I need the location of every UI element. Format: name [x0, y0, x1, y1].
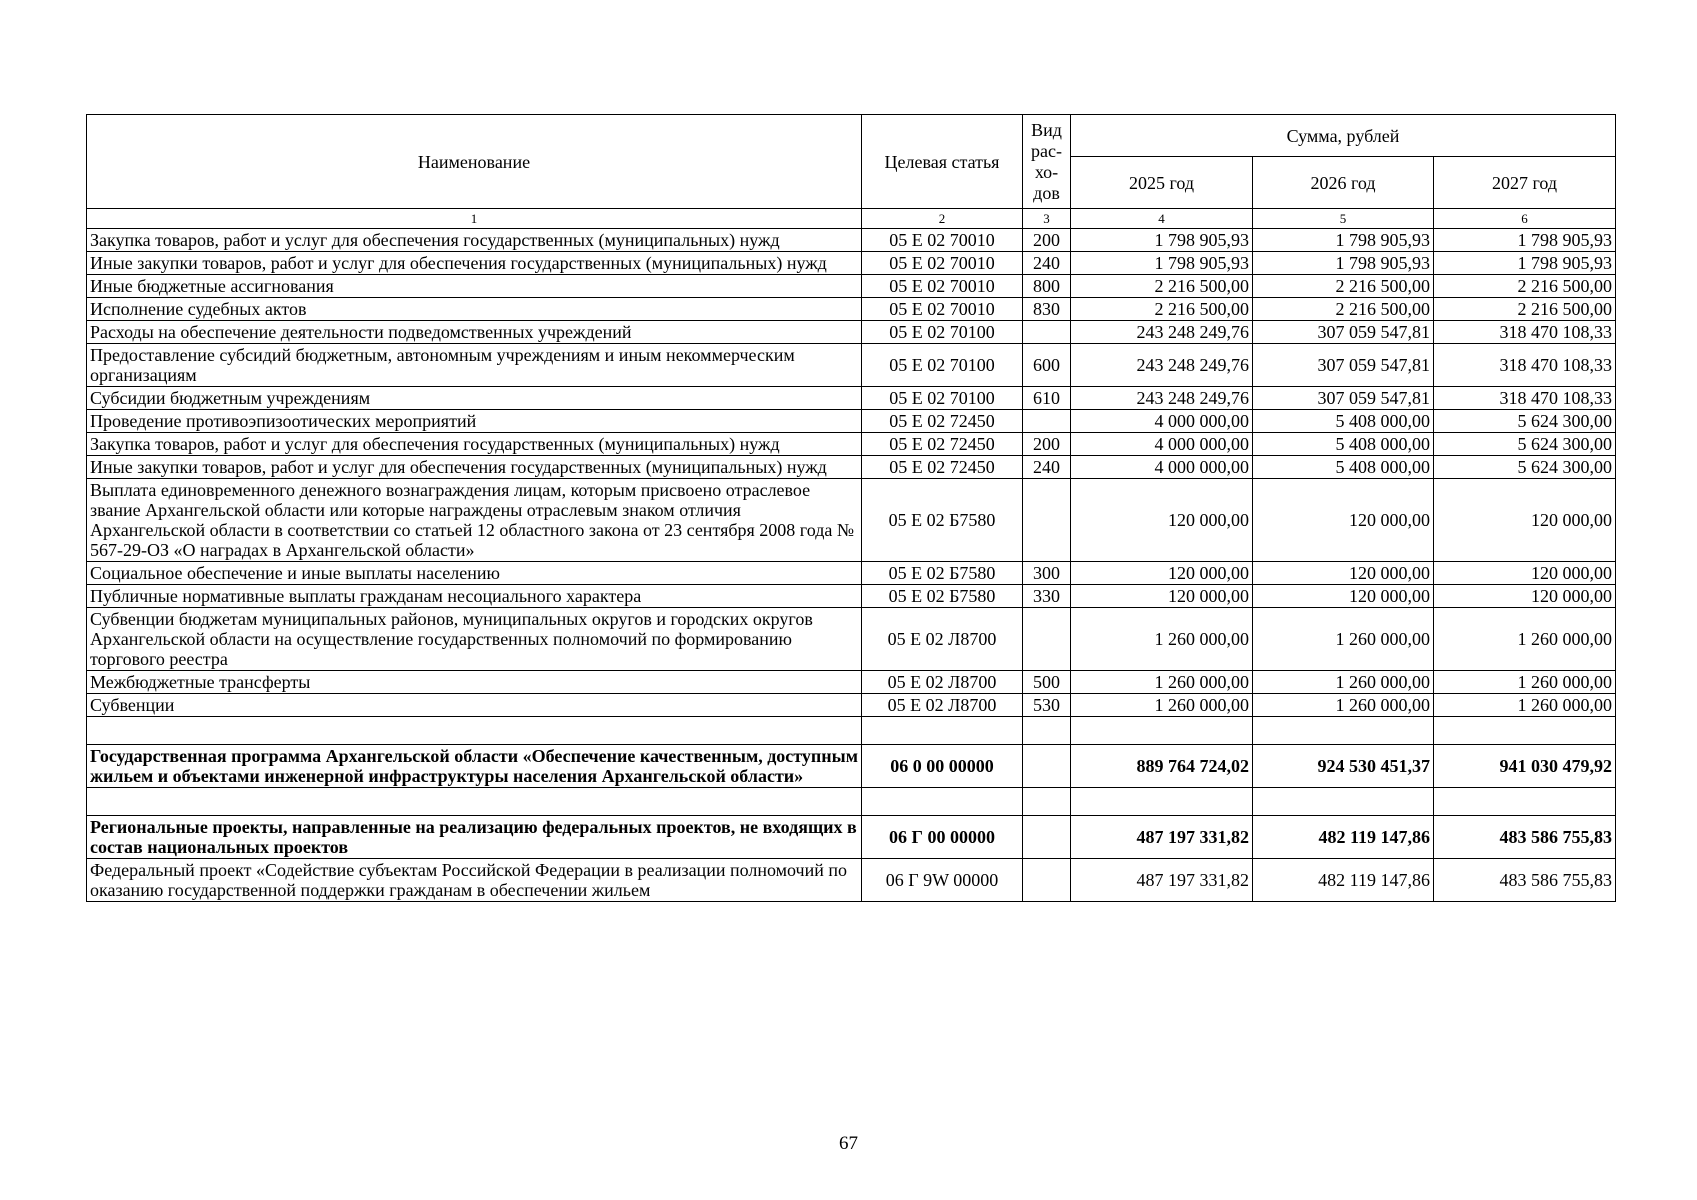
- header-year-2025: 2025 год: [1071, 157, 1253, 209]
- row-sum-2026: 5 408 000,00: [1253, 410, 1434, 433]
- column-number: 1: [87, 209, 862, 229]
- empty-cell: [1253, 788, 1434, 816]
- row-sum-2026: 1 798 905,93: [1253, 252, 1434, 275]
- row-sum-2025: 1 798 905,93: [1071, 229, 1253, 252]
- header-expense-type-line: хо-: [1034, 161, 1059, 182]
- row-target-article: 05 Е 02 70100: [862, 344, 1023, 387]
- row-expense-type: [1023, 321, 1071, 344]
- row-sum-2027: 1 798 905,93: [1434, 252, 1616, 275]
- budget-table: [86, 114, 1616, 902]
- row-sum-2025: 2 216 500,00: [1071, 298, 1253, 321]
- row-sum-2027: 120 000,00: [1434, 585, 1616, 608]
- column-number: 2: [862, 209, 1023, 229]
- table-row: [87, 816, 1616, 859]
- row-expense-type: [1023, 608, 1071, 671]
- table-row: [87, 344, 1616, 387]
- row-expense-type: [1023, 859, 1071, 902]
- row-sum-2025: 4 000 000,00: [1071, 410, 1253, 433]
- row-name: Социальное обеспечение и иные выплаты населению: [87, 562, 862, 585]
- row-sum-2027: 318 470 108,33: [1434, 321, 1616, 344]
- row-sum-2027: 120 000,00: [1434, 562, 1616, 585]
- row-target-article: 05 Е 02 70100: [862, 321, 1023, 344]
- table-row: [87, 410, 1616, 433]
- row-sum-2026: 120 000,00: [1253, 585, 1434, 608]
- row-name: Публичные нормативные выплаты гражданам несоциального характера: [87, 585, 862, 608]
- row-name: Федеральный проект «Содействие субъектам Российской Федерации в реализации полномочий по оказанию государственной поддержки гражданам в обеспечении жильем: [87, 859, 862, 902]
- row-expense-type: [1023, 479, 1071, 562]
- row-sum-2025: 1 260 000,00: [1071, 671, 1253, 694]
- row-target-article: 05 Е 02 70010: [862, 298, 1023, 321]
- row-target-article: 06 Г 00 00000: [862, 816, 1023, 859]
- row-sum-2026: 307 059 547,81: [1253, 344, 1434, 387]
- empty-cell: [1071, 788, 1253, 816]
- column-number-row: [87, 209, 1616, 229]
- header-amount: Сумма, рублей: [1071, 115, 1616, 157]
- row-sum-2025: 1 260 000,00: [1071, 608, 1253, 671]
- row-sum-2026: 1 260 000,00: [1253, 608, 1434, 671]
- row-target-article: 05 Е 02 72450: [862, 433, 1023, 456]
- row-sum-2025: 1 260 000,00: [1071, 694, 1253, 717]
- row-expense-type: 530: [1023, 694, 1071, 717]
- row-sum-2025: 120 000,00: [1071, 585, 1253, 608]
- row-sum-2027: 5 624 300,00: [1434, 456, 1616, 479]
- header-expense-type-line: Вид: [1031, 119, 1062, 140]
- row-sum-2026: 307 059 547,81: [1253, 321, 1434, 344]
- row-sum-2025: 889 764 724,02: [1071, 745, 1253, 788]
- row-sum-2026: 307 059 547,81: [1253, 387, 1434, 410]
- table-row: [87, 298, 1616, 321]
- row-sum-2027: 1 260 000,00: [1434, 671, 1616, 694]
- row-expense-type: [1023, 745, 1071, 788]
- row-name: Иные бюджетные ассигнования: [87, 275, 862, 298]
- empty-cell: [1071, 717, 1253, 745]
- table-row: [87, 275, 1616, 298]
- row-expense-type: [1023, 410, 1071, 433]
- row-sum-2025: 487 197 331,82: [1071, 859, 1253, 902]
- table-row: [87, 229, 1616, 252]
- row-sum-2027: 5 624 300,00: [1434, 433, 1616, 456]
- row-sum-2025: 243 248 249,76: [1071, 321, 1253, 344]
- row-sum-2027: 318 470 108,33: [1434, 387, 1616, 410]
- row-sum-2027: 1 260 000,00: [1434, 694, 1616, 717]
- row-target-article: 06 Г 9W 00000: [862, 859, 1023, 902]
- row-name: Региональные проекты, направленные на реализацию федеральных проектов, не входящих в состав национальных проектов: [87, 816, 862, 859]
- row-sum-2026: 482 119 147,86: [1253, 816, 1434, 859]
- table-row: [87, 387, 1616, 410]
- header-expense-type-line: рас-: [1031, 140, 1062, 161]
- row-sum-2025: 120 000,00: [1071, 562, 1253, 585]
- table-body: [87, 229, 1616, 902]
- row-sum-2027: 2 216 500,00: [1434, 298, 1616, 321]
- row-expense-type: 610: [1023, 387, 1071, 410]
- row-target-article: 05 Е 02 72450: [862, 410, 1023, 433]
- empty-cell: [87, 788, 862, 816]
- row-sum-2026: 5 408 000,00: [1253, 433, 1434, 456]
- table-row: [87, 694, 1616, 717]
- row-sum-2026: 120 000,00: [1253, 479, 1434, 562]
- row-expense-type: 200: [1023, 229, 1071, 252]
- row-sum-2025: 1 798 905,93: [1071, 252, 1253, 275]
- row-target-article: 05 Е 02 Б7580: [862, 562, 1023, 585]
- page-number: 67: [839, 1133, 858, 1154]
- row-name: Исполнение судебных актов: [87, 298, 862, 321]
- row-expense-type: 240: [1023, 456, 1071, 479]
- row-sum-2025: 120 000,00: [1071, 479, 1253, 562]
- empty-cell: [1023, 717, 1071, 745]
- row-name: Предоставление субсидий бюджетным, автономным учреждениям и иным некоммерческим организациям: [87, 344, 862, 387]
- row-sum-2027: 1 798 905,93: [1434, 229, 1616, 252]
- row-name: Выплата единовременного денежного вознаграждения лицам, которым присвоено отраслевое звание Архангельской области или которые награждены отраслевым знаком отличия Архангельской области в соответствии со статьей 12 областного закона от 23 сентября 2008 года № 567-29-ОЗ «О наградах в Архангельской области»: [87, 479, 862, 562]
- empty-cell: [862, 788, 1023, 816]
- row-expense-type: 330: [1023, 585, 1071, 608]
- row-sum-2027: 318 470 108,33: [1434, 344, 1616, 387]
- row-sum-2026: 1 260 000,00: [1253, 694, 1434, 717]
- row-expense-type: 240: [1023, 252, 1071, 275]
- row-target-article: 05 Е 02 Л8700: [862, 608, 1023, 671]
- table-row: [87, 585, 1616, 608]
- table-row: [87, 788, 1616, 816]
- column-number: 4: [1071, 209, 1253, 229]
- row-target-article: 05 Е 02 70010: [862, 252, 1023, 275]
- row-sum-2025: 487 197 331,82: [1071, 816, 1253, 859]
- row-sum-2027: 120 000,00: [1434, 479, 1616, 562]
- column-number: 3: [1023, 209, 1071, 229]
- row-name: Проведение противоэпизоотических мероприятий: [87, 410, 862, 433]
- row-name: Субвенции: [87, 694, 862, 717]
- row-sum-2026: 482 119 147,86: [1253, 859, 1434, 902]
- row-sum-2027: 1 260 000,00: [1434, 608, 1616, 671]
- row-expense-type: 300: [1023, 562, 1071, 585]
- row-sum-2025: 4 000 000,00: [1071, 456, 1253, 479]
- empty-cell: [87, 717, 862, 745]
- row-target-article: 05 Е 02 Л8700: [862, 694, 1023, 717]
- header-name: Наименование: [87, 115, 862, 209]
- header-year-2027: 2027 год: [1434, 157, 1616, 209]
- table-row: [87, 671, 1616, 694]
- row-target-article: 05 Е 02 Л8700: [862, 671, 1023, 694]
- row-name: Закупка товаров, работ и услуг для обеспечения государственных (муниципальных) нужд: [87, 433, 862, 456]
- empty-cell: [862, 717, 1023, 745]
- table-row: [87, 562, 1616, 585]
- row-expense-type: 200: [1023, 433, 1071, 456]
- header-year-2026: 2026 год: [1253, 157, 1434, 209]
- table-row: [87, 252, 1616, 275]
- row-sum-2026: 924 530 451,37: [1253, 745, 1434, 788]
- row-name: Расходы на обеспечение деятельности подведомственных учреждений: [87, 321, 862, 344]
- empty-cell: [1434, 717, 1616, 745]
- row-name: Субсидии бюджетным учреждениям: [87, 387, 862, 410]
- row-sum-2025: 4 000 000,00: [1071, 433, 1253, 456]
- empty-cell: [1023, 788, 1071, 816]
- empty-cell: [1253, 717, 1434, 745]
- row-sum-2026: 1 260 000,00: [1253, 671, 1434, 694]
- table-row: [87, 321, 1616, 344]
- table-row: [87, 433, 1616, 456]
- header-target-article: Целевая статья: [862, 115, 1023, 209]
- table-row: [87, 456, 1616, 479]
- row-sum-2027: 483 586 755,83: [1434, 816, 1616, 859]
- row-name: Закупка товаров, работ и услуг для обеспечения государственных (муниципальных) нужд: [87, 229, 862, 252]
- row-sum-2027: 5 624 300,00: [1434, 410, 1616, 433]
- empty-cell: [1434, 788, 1616, 816]
- row-name: Иные закупки товаров, работ и услуг для обеспечения государственных (муниципальных) нужд: [87, 456, 862, 479]
- row-sum-2027: 2 216 500,00: [1434, 275, 1616, 298]
- row-name: Иные закупки товаров, работ и услуг для обеспечения государственных (муниципальных) нужд: [87, 252, 862, 275]
- row-sum-2026: 120 000,00: [1253, 562, 1434, 585]
- row-target-article: 05 Е 02 Б7580: [862, 585, 1023, 608]
- row-name: Межбюджетные трансферты: [87, 671, 862, 694]
- row-expense-type: [1023, 816, 1071, 859]
- column-number: 5: [1253, 209, 1434, 229]
- row-expense-type: 800: [1023, 275, 1071, 298]
- row-sum-2026: 1 798 905,93: [1253, 229, 1434, 252]
- row-name: Субвенции бюджетам муниципальных районов, муниципальных округов и городских округов Архангельской области на осуществление государственных полномочий по формированию торгового реестра: [87, 608, 862, 671]
- row-target-article: 06 0 00 00000: [862, 745, 1023, 788]
- header-expense-type: [1023, 115, 1071, 209]
- row-sum-2027: 483 586 755,83: [1434, 859, 1616, 902]
- row-sum-2025: 243 248 249,76: [1071, 387, 1253, 410]
- row-sum-2025: 2 216 500,00: [1071, 275, 1253, 298]
- row-expense-type: 830: [1023, 298, 1071, 321]
- column-number: 6: [1434, 209, 1616, 229]
- row-target-article: 05 Е 02 72450: [862, 456, 1023, 479]
- row-sum-2026: 5 408 000,00: [1253, 456, 1434, 479]
- header-expense-type-line: дов: [1033, 182, 1060, 203]
- row-sum-2026: 2 216 500,00: [1253, 275, 1434, 298]
- table-row: [87, 479, 1616, 562]
- table-row: [87, 608, 1616, 671]
- row-sum-2026: 2 216 500,00: [1253, 298, 1434, 321]
- row-target-article: 05 Е 02 70010: [862, 229, 1023, 252]
- row-target-article: 05 Е 02 Б7580: [862, 479, 1023, 562]
- row-sum-2025: 243 248 249,76: [1071, 344, 1253, 387]
- row-name: Государственная программа Архангельской области «Обеспечение качественным, доступным жильем и объектами инженерной инфраструктуры населения Архангельской области»: [87, 745, 862, 788]
- row-expense-type: 600: [1023, 344, 1071, 387]
- table-row: [87, 717, 1616, 745]
- row-target-article: 05 Е 02 70010: [862, 275, 1023, 298]
- row-expense-type: 500: [1023, 671, 1071, 694]
- table-row: [87, 745, 1616, 788]
- table-row: [87, 859, 1616, 902]
- row-sum-2027: 941 030 479,92: [1434, 745, 1616, 788]
- row-target-article: 05 Е 02 70100: [862, 387, 1023, 410]
